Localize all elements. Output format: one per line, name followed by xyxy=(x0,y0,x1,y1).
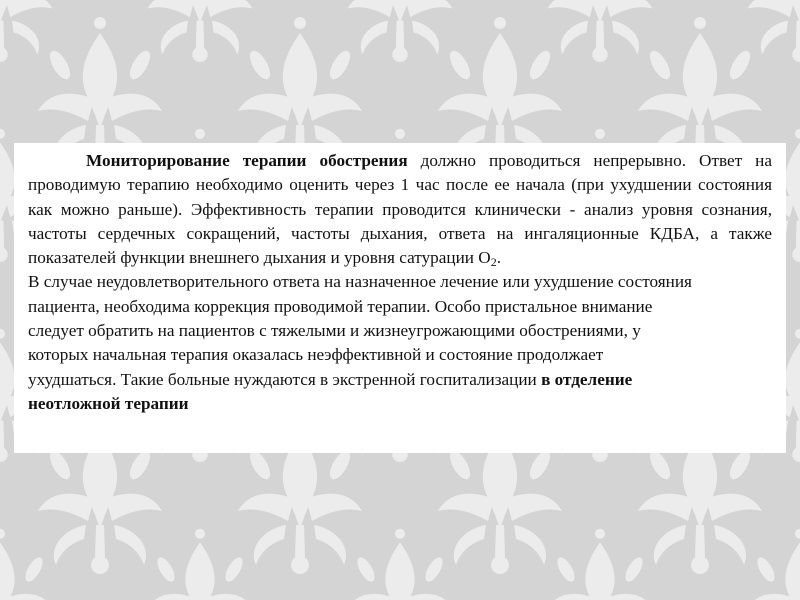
paragraph2-bold: неотложной терапии xyxy=(28,393,189,413)
paragraph2-line: В случае неудовлетворительного ответа на назначенное лечение или ухудшение состояния xyxy=(28,272,692,292)
paragraph2-bold: в отделение xyxy=(541,369,633,389)
subscript-two: 2 xyxy=(490,255,497,270)
text-panel xyxy=(14,143,786,453)
paragraph-monitoring xyxy=(28,149,772,270)
paragraph-lead-bold: Мониторирование терапии обострения xyxy=(86,151,408,170)
paragraph2-line: пациента, необходима коррекция проводимой терапии. Особо пристальное внимание xyxy=(28,296,653,316)
paragraph-worsening xyxy=(28,270,772,416)
paragraph-body: должно проводиться непрерывно. Ответ на проводимую терапию необходимо оценить через 1 час после ее начала (при ухудшении состояния как можно раньше). Эффективность терапии проводится клинически - анализ уровня сознания, частоты сердечных сокращений, частоты дыхания, ответа на ингаляционные КДБА, а также показателей функции внешнего дыхания и уровня сатурации О xyxy=(28,151,772,268)
paragraph2-line: которых начальная терапия оказалась неэффективной и состояние продолжает xyxy=(28,345,604,365)
paragraph2-line: следует обратить на пациентов с тяжелыми и жизнеугрожающими обострениями, у xyxy=(28,321,641,341)
paragraph-end: . xyxy=(496,248,501,268)
paragraph2-line: ухудшаться. Такие больные нуждаются в экстренной госпитализации xyxy=(28,369,542,389)
